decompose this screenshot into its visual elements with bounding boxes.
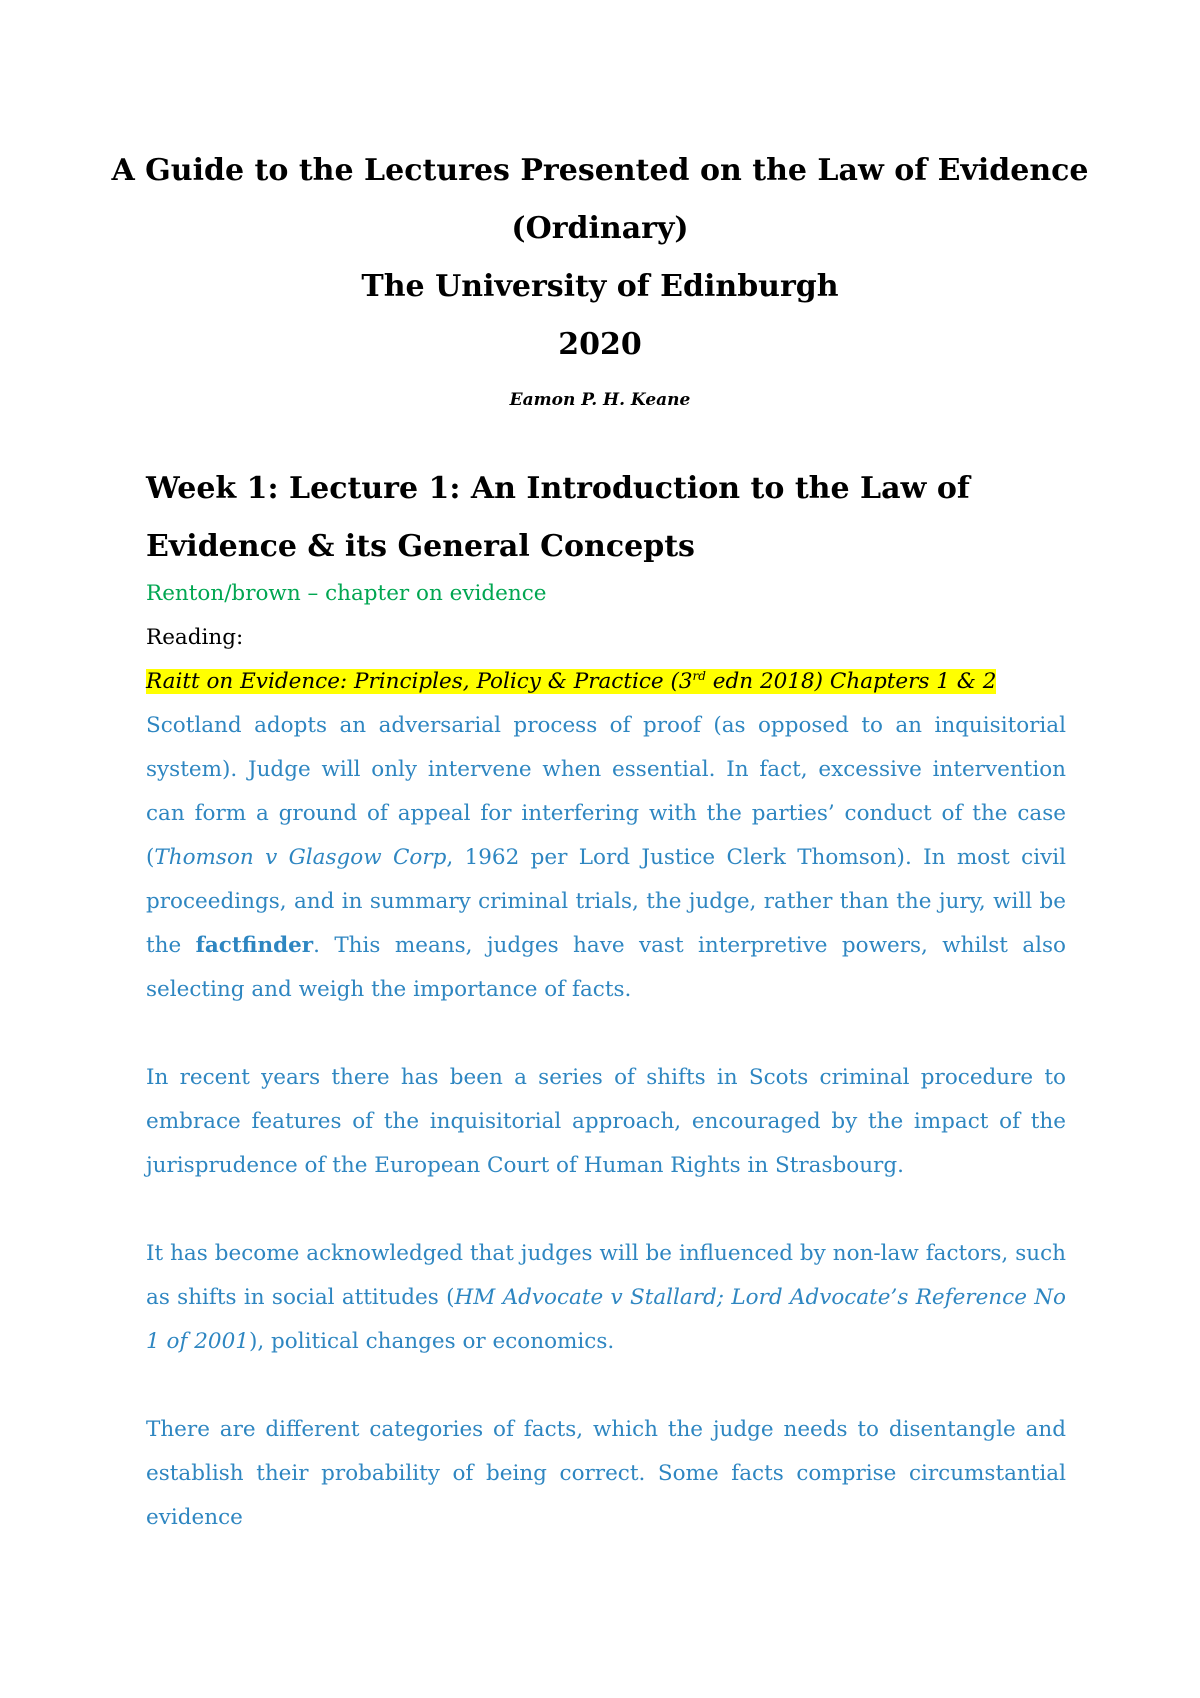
document-title: A Guide to the Lectures Presented on the Law of Evidence [111, 153, 1089, 188]
annotation-note: Renton/brown – chapter on evidence [146, 581, 547, 606]
year: 2020 [558, 327, 642, 362]
term-factfinder: factfinder [195, 933, 314, 958]
paragraph-1: Scotland adopts an adversarial process of proof (as opposed to an inquisitorial system). Judge will only intervene when essential. In fact, excessive intervention can form a ground of appeal for interfering with the parties’ conduct of the case (Thomson v Glasgow Corp, 1962 per Lord Justice Clerk Thomson). In most civil proceedings, and in summary criminal trials, the judge, rather than the jury, will be the factfinder. This means, judges have vast interpretive powers, whilst also selecting and weigh the importance of facts. [146, 713, 1066, 1002]
author: Eamon P. H. Keane [509, 390, 691, 410]
paragraph-3: It has become acknowledged that judges will be influenced by non-law factors, such as shifts in social attitudes (HM Advocate v Stallard; Lord Advocate’s Reference No 1 of 2001), political changes or economics. [146, 1241, 1066, 1354]
title-block [0, 142, 1200, 410]
document-subtitle: (Ordinary) [511, 211, 689, 246]
reading-reference-highlight: Raitt on Evidence: Principles, Policy & Practice (3rd edn 2018) Chapters 1 & 2 [146, 668, 997, 694]
section-heading: Week 1: Lecture 1: An Introduction to the Law of Evidence & its General Concepts [146, 471, 970, 564]
reading-reference [146, 660, 1066, 704]
reading-label: Reading: [146, 625, 244, 650]
paragraph-2: In recent years there has been a series of shifts in Scots criminal procedure to embrace features of the inquisitorial approach, encouraged by the impact of the jurisprudence of the European Court of Human Rights in Strasbourg. [146, 1065, 1066, 1178]
institution: The University of Edinburgh [361, 269, 839, 304]
paragraph-4: There are different categories of facts, which the judge needs to disentangle and establish their probability of being correct. Some facts comprise circumstantial evidence [146, 1417, 1066, 1530]
